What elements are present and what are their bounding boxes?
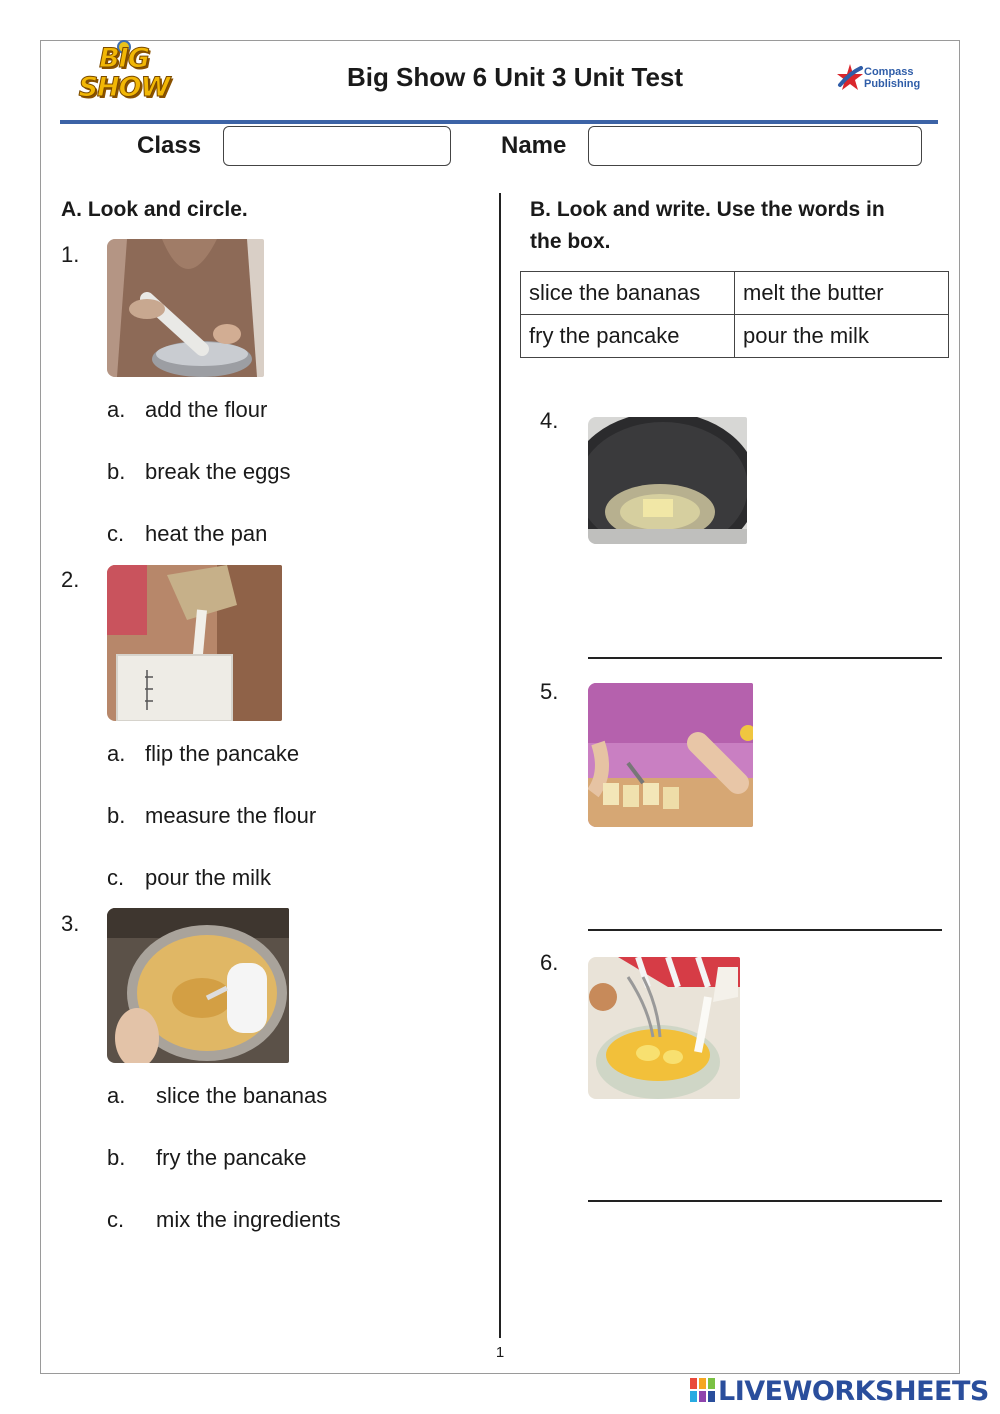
word-box-cell: slice the bananas xyxy=(521,272,735,315)
name-field[interactable] xyxy=(588,126,922,166)
question-1-option-a[interactable]: a. add the flour xyxy=(107,397,268,422)
question-1-option-b[interactable]: b. break the eggs xyxy=(107,459,291,484)
publisher-name-line2: Publishing xyxy=(864,78,921,90)
mixing-batter-photo xyxy=(107,908,289,1063)
column-divider xyxy=(499,193,501,1338)
question-5-number: 5. xyxy=(540,679,559,704)
question-2-option-b[interactable]: b. measure the flour xyxy=(107,803,317,828)
word-box-cell: melt the butter xyxy=(735,272,949,315)
butter-in-pan-photo xyxy=(588,417,747,544)
question-5-answer-line[interactable] xyxy=(588,929,942,931)
question-1-option-c[interactable]: c. heat the pan xyxy=(107,521,268,546)
question-6-number: 6. xyxy=(540,950,559,975)
pouring-milk-photo xyxy=(588,957,740,1099)
compass-star-icon xyxy=(836,63,864,91)
question-2-option-c[interactable]: c. pour the milk xyxy=(107,865,271,890)
class-label: Class xyxy=(137,132,202,159)
section-b-heading: B. Look and write. Use the words in the box. xyxy=(530,198,885,253)
word-box-row xyxy=(521,315,949,358)
word-box xyxy=(520,271,949,358)
class-field[interactable] xyxy=(223,126,451,166)
word-box-cell: pour the milk xyxy=(735,315,949,358)
document-title: Big Show 6 Unit 3 Unit Test xyxy=(346,62,684,92)
header-rule xyxy=(60,120,938,124)
question-3-option-c[interactable]: c. mix the ingredients xyxy=(107,1207,341,1232)
question-6-answer-line[interactable] xyxy=(588,1200,942,1202)
page-number: 1 xyxy=(495,1344,505,1361)
question-2-number: 2. xyxy=(61,567,80,592)
question-4-number: 4. xyxy=(540,408,559,433)
liveworksheets-logo-icon xyxy=(690,1378,716,1402)
section-a-heading: A. Look and circle. xyxy=(61,198,248,221)
compass-publishing-logo xyxy=(836,63,936,93)
slicing-bananas-photo xyxy=(588,683,753,827)
name-label: Name xyxy=(501,132,567,159)
question-1-number: 1. xyxy=(61,242,80,267)
pouring-flour-photo xyxy=(107,239,264,377)
big-show-logo: BIG SHOW xyxy=(72,44,176,114)
question-3-option-a[interactable]: a. slice the bananas xyxy=(107,1083,328,1108)
question-2-option-a[interactable]: a. flip the pancake xyxy=(107,741,300,766)
question-3-number: 3. xyxy=(61,911,80,936)
publisher-name-line1: Compass xyxy=(864,66,914,78)
word-box-row xyxy=(521,272,949,315)
measuring-flour-photo xyxy=(107,565,282,721)
question-3-option-b[interactable]: b. fry the pancake xyxy=(107,1145,307,1170)
word-box-cell: fry the pancake xyxy=(521,315,735,358)
question-4-answer-line[interactable] xyxy=(588,657,942,659)
